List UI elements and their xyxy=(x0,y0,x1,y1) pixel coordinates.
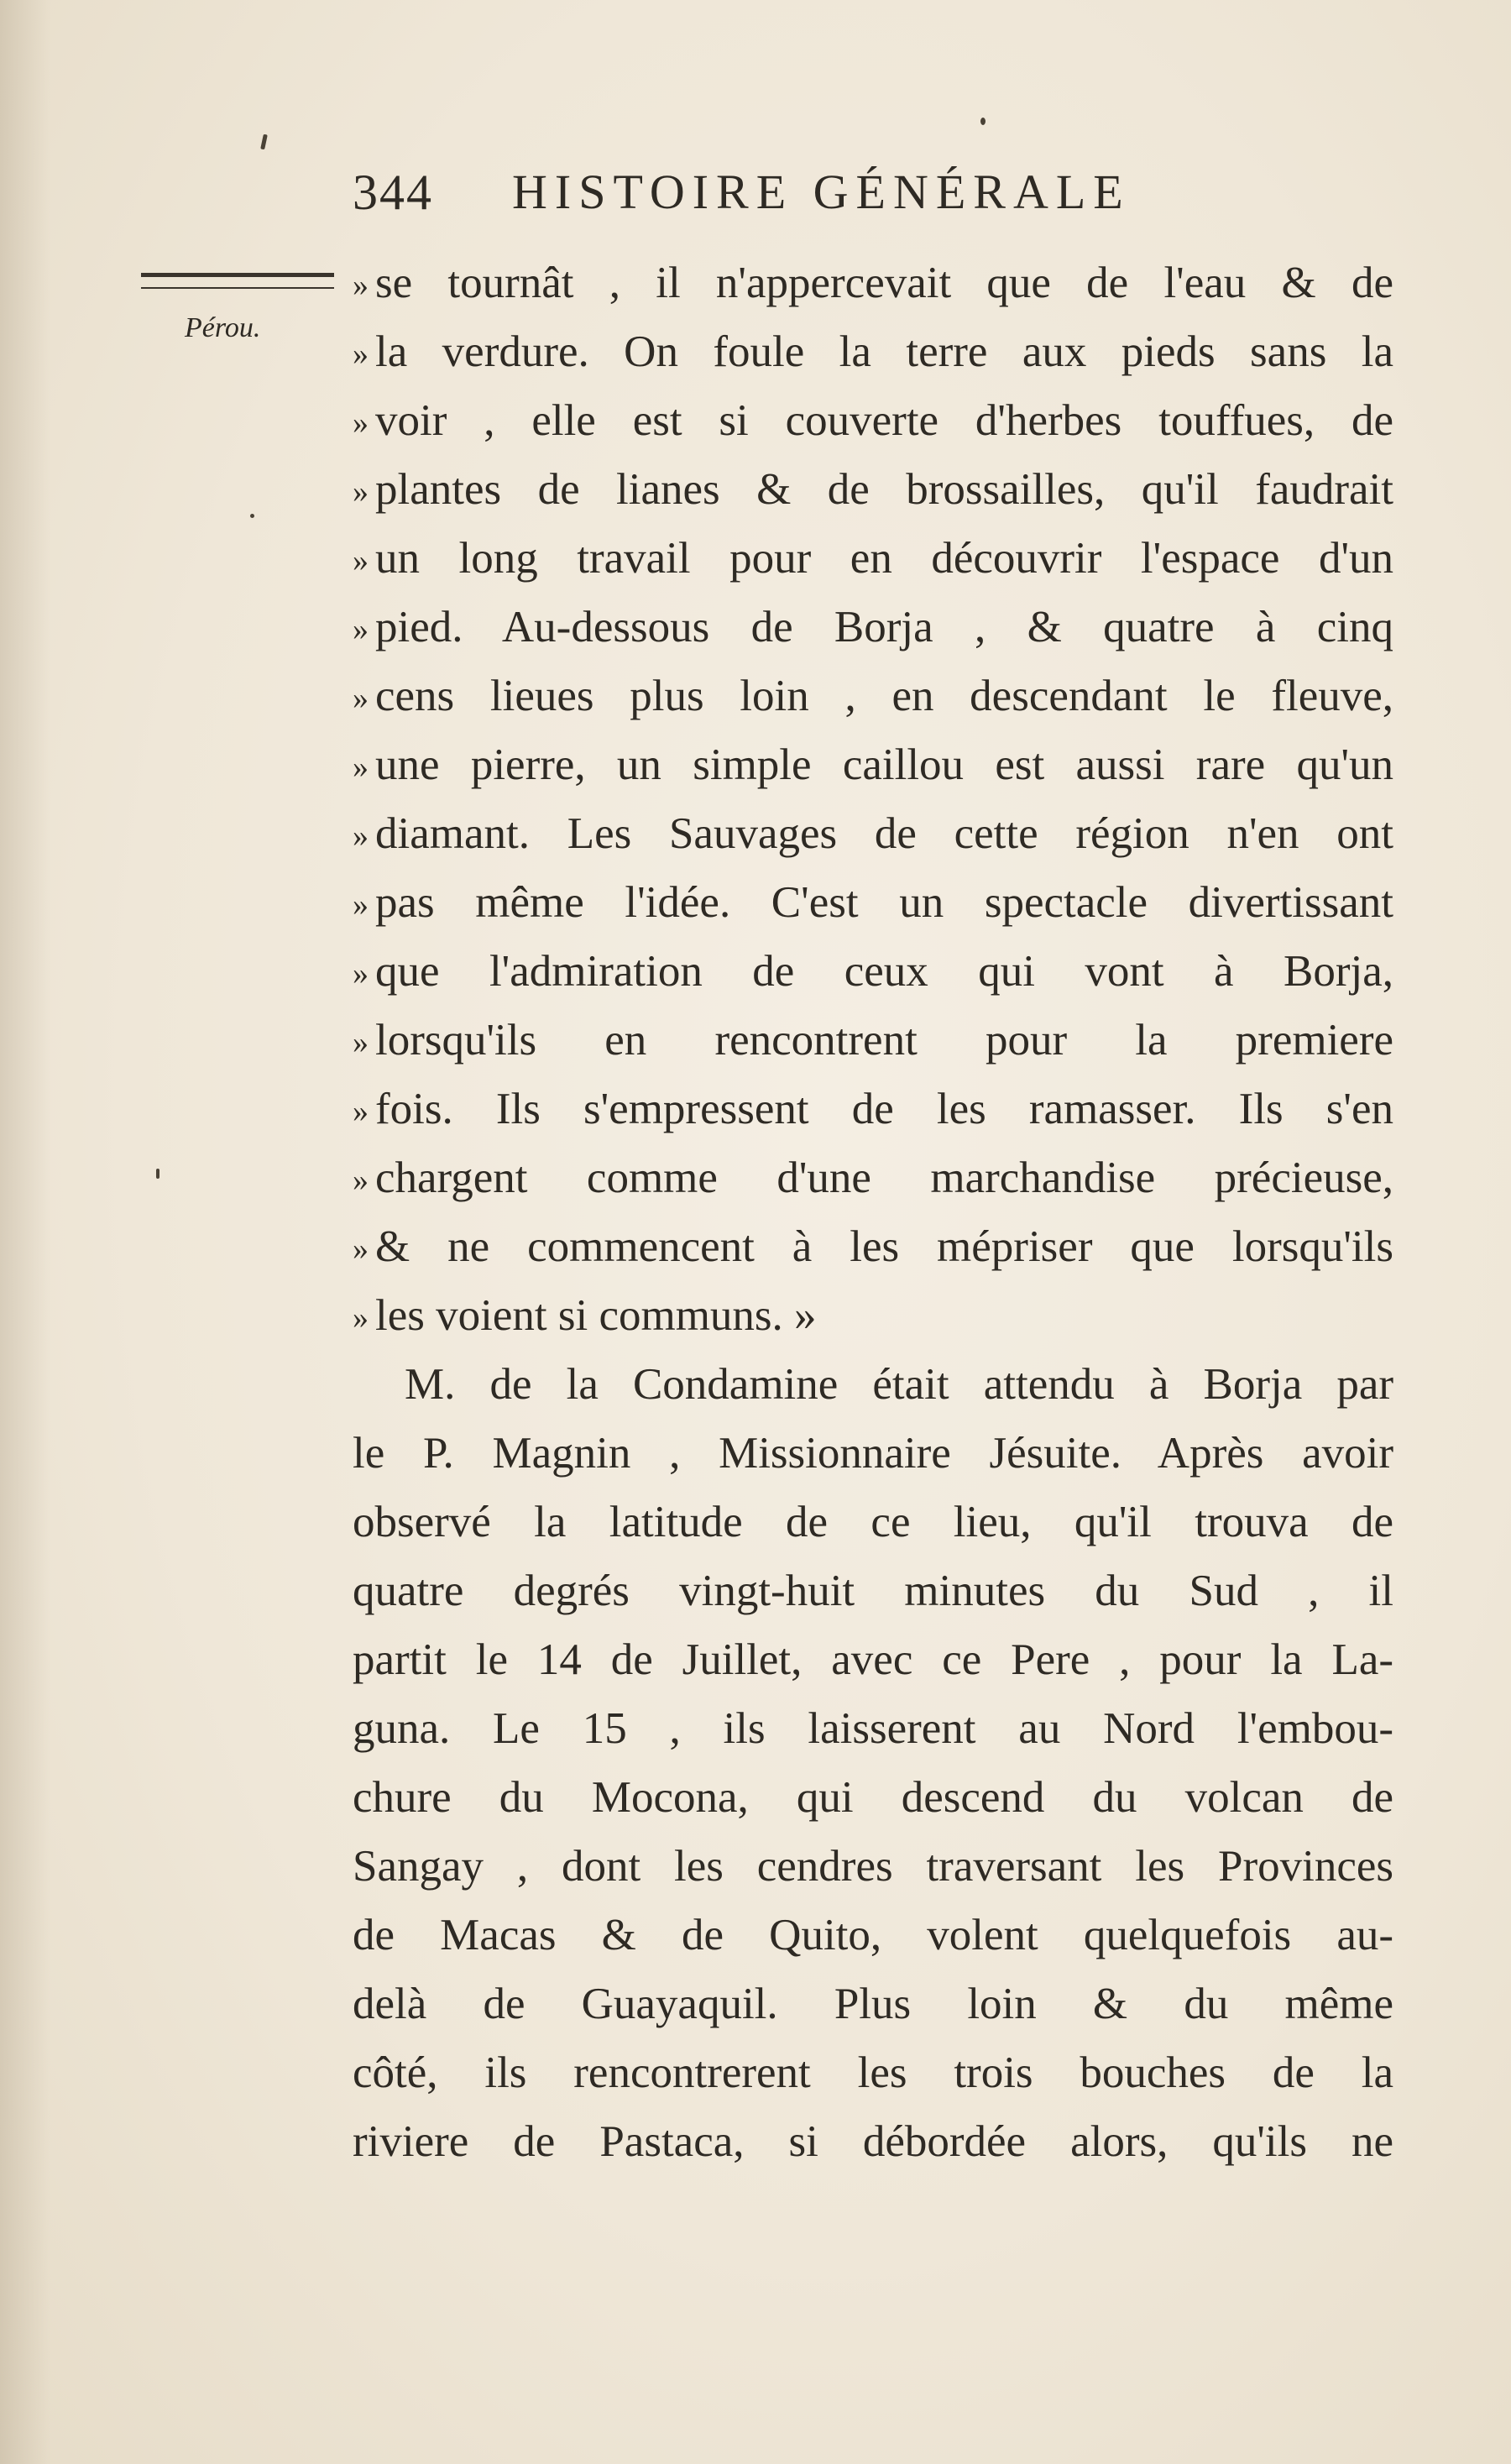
quote-mark: » xyxy=(353,1232,369,1267)
quote-mark: » xyxy=(353,268,369,303)
quote-mark: » xyxy=(353,1163,369,1198)
margin-rule xyxy=(141,273,334,289)
text-line: » un long travail pour en découvrir l'espace d'un xyxy=(353,534,1393,583)
quote-mark: » xyxy=(353,612,369,647)
text-line: » plantes de lianes & de brossailles, qu'il faudrait xyxy=(353,465,1393,514)
quote-mark: » xyxy=(353,887,369,923)
text-line: » chargent comme d'une marchandise précieuse, xyxy=(353,1154,1393,1202)
text-line: » pied. Au-dessous de Borja , & quatre à cinq xyxy=(353,603,1393,651)
text-line: quatre degrés vingt-huit minutes du Sud , il xyxy=(353,1567,1393,1615)
ink-speck xyxy=(980,118,986,125)
ink-speck xyxy=(156,1169,159,1179)
page-number: 344 xyxy=(353,165,433,220)
text-line: » diamant. Les Sauvages de cette région n'en ont xyxy=(353,809,1393,858)
text-line: le P. Magnin , Missionnaire Jésuite. Après avoir xyxy=(353,1429,1393,1478)
text-line: observé la latitude de ce lieu, qu'il trouva de xyxy=(353,1498,1393,1546)
page-spine-shadow xyxy=(0,0,50,2464)
body-text xyxy=(353,248,1393,2176)
text-line: » les voient si communs. » xyxy=(353,1291,817,1340)
text-line: delà de Guayaquil. Plus loin & du même xyxy=(353,1980,1393,2028)
text-line: » que l'admiration de ceux qui vont à Borja, xyxy=(353,947,1393,996)
text-line: M. de la Condamine était attendu à Borja par xyxy=(405,1360,1393,1409)
text-line: Sangay , dont les cendres traversant les Provinces xyxy=(353,1842,1393,1891)
quote-mark: » xyxy=(353,819,369,854)
text-line: de Macas & de Quito, volent quelquefois au- xyxy=(353,1911,1393,1959)
quote-mark: » xyxy=(353,474,369,510)
ink-speck xyxy=(260,134,268,150)
quote-mark: » xyxy=(353,1300,369,1336)
text-line: » se tournât , il n'appercevait que de l'eau & de xyxy=(353,259,1393,307)
quote-mark: » xyxy=(353,337,369,372)
quote-mark: » xyxy=(353,1025,369,1060)
running-head: HISTOIRE GÉNÉRALE xyxy=(512,165,1131,219)
text-line: partit le 14 de Juillet, avec ce Pere , pour la La- xyxy=(353,1635,1393,1684)
quote-mark: » xyxy=(353,543,369,578)
text-line: riviere de Pastaca, si débordée alors, qu'ils ne xyxy=(353,2117,1393,2166)
ink-speck xyxy=(250,514,254,518)
text-line: côté, ils rencontrerent les trois bouches de la xyxy=(353,2048,1393,2097)
text-line: chure du Mocona, qui descend du volcan de xyxy=(353,1773,1393,1822)
text-line: guna. Le 15 , ils laisserent au Nord l'embou- xyxy=(353,1704,1393,1753)
text-line: » une pierre, un simple caillou est aussi rare qu'un xyxy=(353,740,1393,789)
quote-mark: » xyxy=(353,1094,369,1129)
text-line: » pas même l'idée. C'est un spectacle divertissant xyxy=(353,878,1393,927)
quote-mark: » xyxy=(353,405,369,441)
text-line: » voir , elle est si couverte d'herbes touffues, de xyxy=(353,396,1393,445)
quote-mark: » xyxy=(353,681,369,716)
text-line: » & ne commencent à les mépriser que lorsqu'ils xyxy=(353,1222,1393,1271)
text-line: » la verdure. On foule la terre aux pieds sans la xyxy=(353,327,1393,376)
page-header xyxy=(353,164,1393,231)
text-line: » cens lieues plus loin , en descendant le fleuve, xyxy=(353,672,1393,720)
quote-mark: » xyxy=(353,750,369,785)
quote-mark: » xyxy=(353,956,369,991)
margin-note: Pérou. xyxy=(185,312,261,343)
quoted-passage xyxy=(353,248,1393,1350)
paragraph xyxy=(353,1350,1393,2176)
text-line: » fois. Ils s'empressent de les ramasser. Ils s'en xyxy=(353,1085,1393,1133)
text-line: » lorsqu'ils en rencontrent pour la premiere xyxy=(353,1016,1393,1065)
